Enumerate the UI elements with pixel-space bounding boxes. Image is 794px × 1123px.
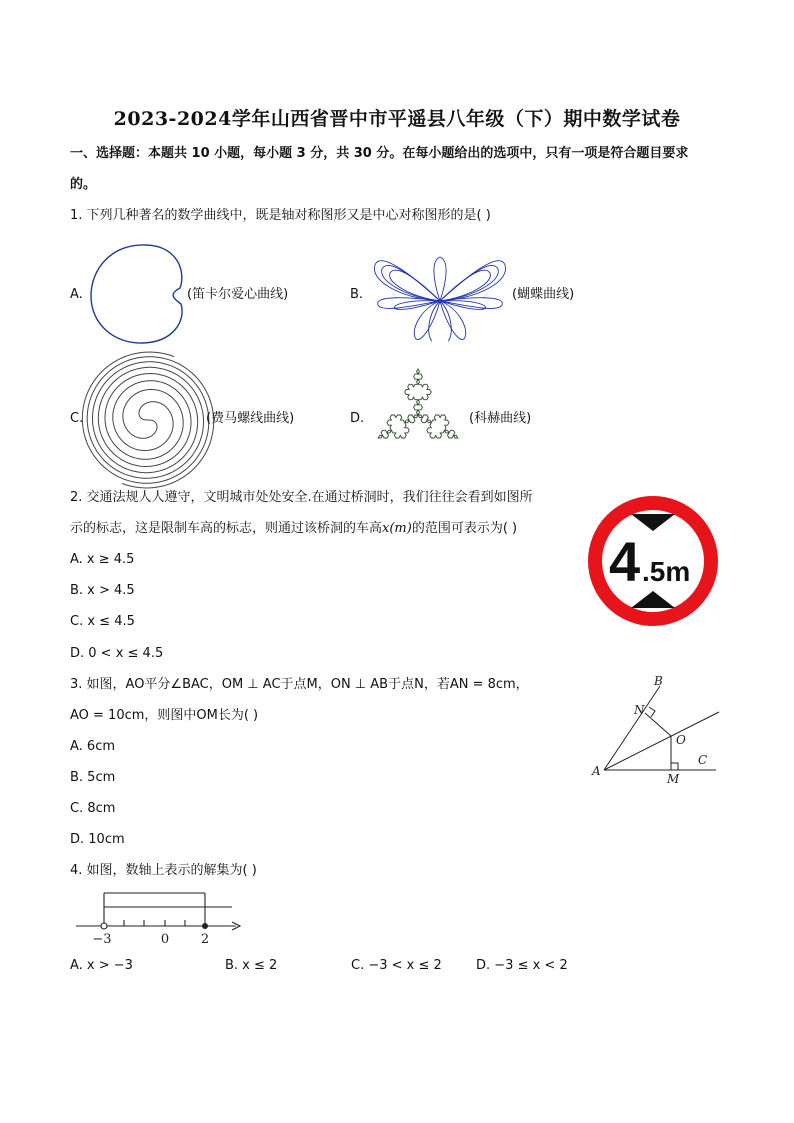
number-line-figure [74,890,246,948]
right-angle-n [649,707,655,717]
q2-stem-line2-end: 的范围可表示为( ) [411,521,518,536]
q1-option-c-caption: (费马螺线曲线) [206,411,295,426]
tick-label-0: 0 [160,932,170,947]
right-angle-m [671,763,678,770]
segment-on [645,713,671,736]
q1-option-b-letter: B. [350,287,364,302]
label-n: N [634,703,645,717]
q2-stem-line2-text: 示的标志，这是限制车高的标志，则通过该桥洞的车高 [70,521,383,536]
section-heading-line2: 的。 [70,177,97,192]
q3-option-c: C. 8cm [70,801,116,816]
q4-option-b: B. x ≤ 2 [225,958,278,973]
q1-option-b-caption: (蝴蝶曲线) [512,287,575,302]
angle-bisector-figure [588,672,728,790]
q4-stem: 4. 如图，数轴上表示的解集为( ) [70,863,257,878]
closed-dot [202,923,208,929]
q1-option-c-letter: C. [70,411,84,426]
q2-variable: x(m) [382,521,412,536]
label-m: M [667,772,680,786]
q3-option-d: D. 10cm [70,832,125,847]
q3-stem-line2: AO = 10cm，则图中OM长为( ) [70,708,259,723]
q2-option-a: A. x ≥ 4.5 [70,552,135,567]
q3-stem-line1: 3. 如图，AO平分∠BAC，OM ⊥ AC于点M，ON ⊥ AB于点N，若AN = 8cm， [70,677,529,692]
label-o: O [676,733,686,747]
q4-option-d: D. −3 ≤ x < 2 [476,958,568,973]
q2-option-c: C. x ≤ 4.5 [70,614,135,629]
ray-ab [604,686,660,770]
label-a: A [592,764,601,778]
height-limit-sign [587,495,719,627]
sign-big-digit: 4 [609,530,641,593]
label-b: B [654,674,663,688]
sign-small-text: .5m [642,556,691,587]
q1-option-d-caption: (科赫曲线) [469,411,532,426]
cardioid-curve-figure [88,242,188,346]
open-dot [101,923,107,929]
q1-option-a-caption: (笛卡尔爱心曲线) [187,287,289,302]
q2-stem-line1: 2. 交通法规人人遵守，文明城市处处安全.在通过桥洞时，我们往往会看到如图所 [70,490,533,505]
butterfly-curve-figure [370,243,510,345]
fermat-spiral-figure [92,370,204,472]
tick-label-neg3: −3 [92,932,112,947]
q1-stem: 1. 下列几种著名的数学曲线中，既是轴对称图形又是中心对称图形的是( ) [70,208,491,223]
page-title: 2023-2024学年山西省晋中市平遥县八年级（下）期中数学试卷 [113,108,681,130]
q4-option-c: C. −3 < x ≤ 2 [351,958,442,973]
tick-label-2: 2 [200,932,210,947]
q4-option-a: A. x > −3 [70,958,133,973]
koch-snowflake-figure [366,361,470,469]
q3-option-b: B. 5cm [70,770,116,785]
q2-stem-line2 [70,520,517,538]
q1-option-a-letter: A. [70,287,83,302]
q2-option-b: B. x > 4.5 [70,583,135,598]
section-heading-line1: 一、选择题：本题共 10 小题，每小题 3 分，共 30 分。在每小题给出的选项中，只有一项是符合题目要求 [70,146,689,161]
q1-option-d-letter: D. [350,411,365,426]
q2-option-d: D. 0 < x ≤ 4.5 [70,646,164,661]
label-c: C [698,753,708,767]
q3-option-a: A. 6cm [70,739,116,754]
